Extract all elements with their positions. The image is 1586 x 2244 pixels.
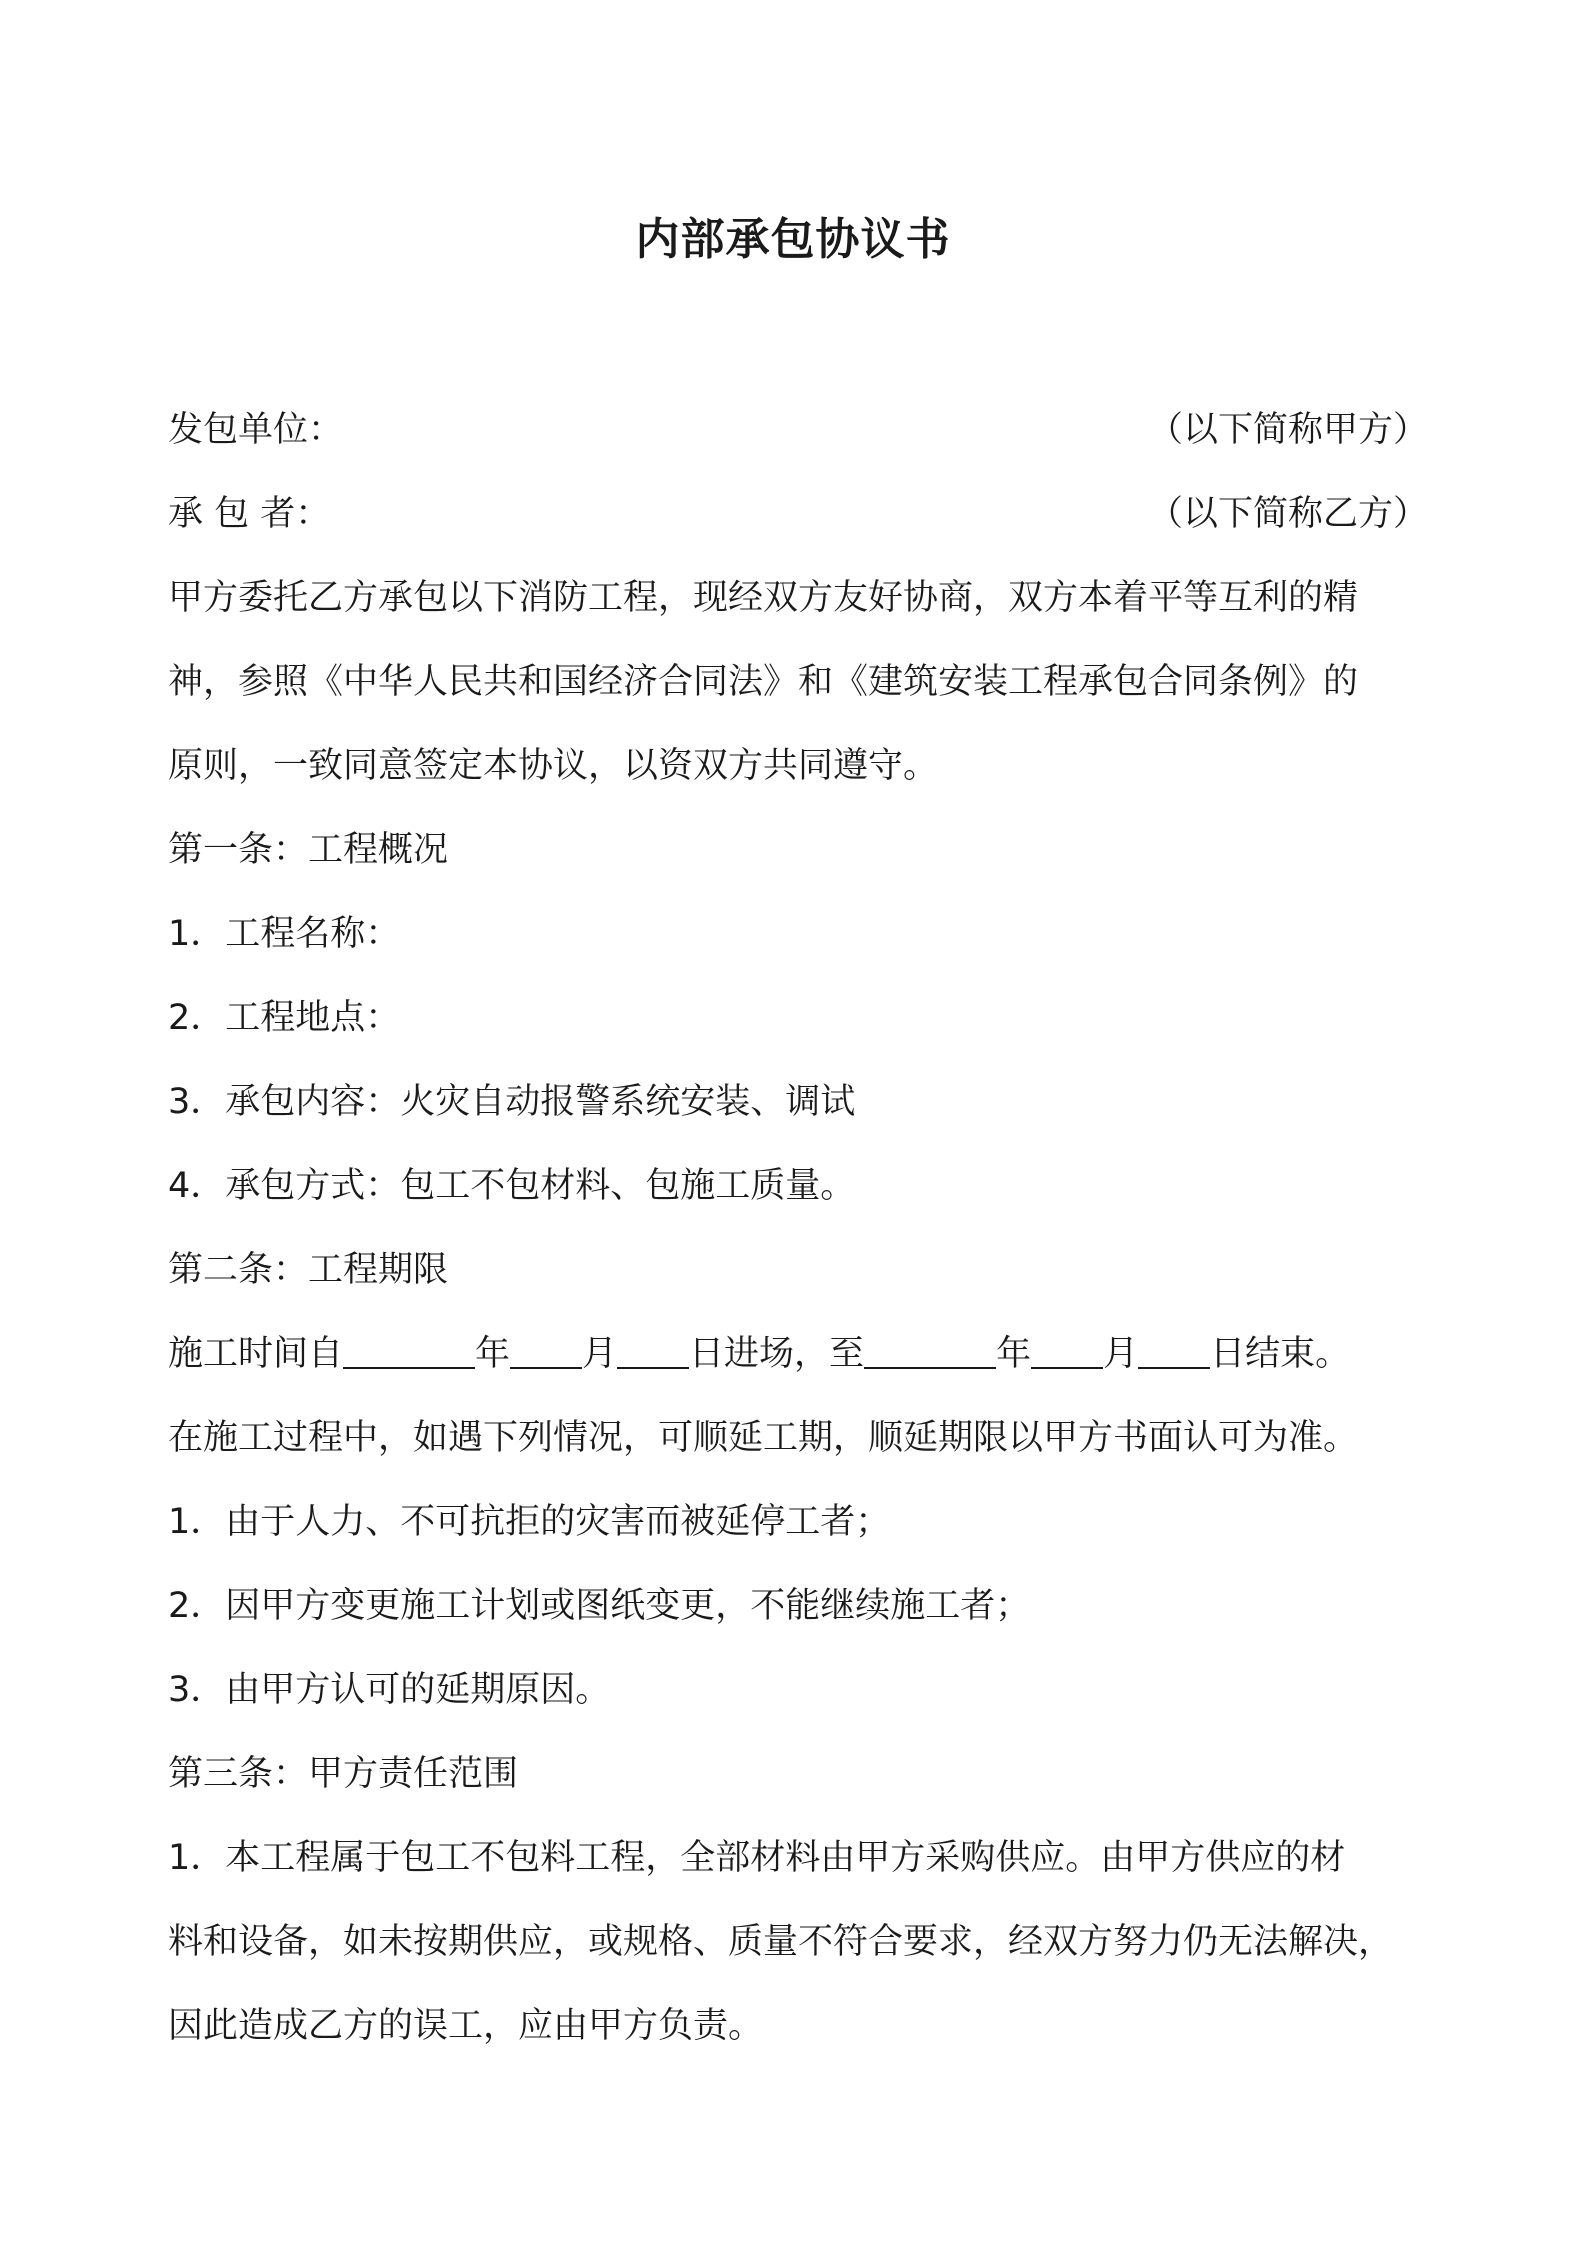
article2-item: 3．由甲方认可的延期原因。	[168, 1670, 611, 1710]
end-day-label: 日结束。	[1210, 1334, 1351, 1374]
article2-item: 1．由于人力、不可抗拒的灾害而被延停工者；	[168, 1502, 891, 1542]
article1-heading: 第一条：工程概况	[168, 830, 449, 870]
article1-item: 3．承包内容：火灾自动报警系统安装、调试	[168, 1082, 856, 1122]
start-month-blank	[510, 1333, 582, 1369]
article3-item-line: 因此造成乙方的误工，应由甲方负责。	[168, 2006, 764, 2046]
contractor-label: 承 包 者：	[168, 494, 331, 534]
contractor-note: （以下简称乙方）	[1147, 494, 1428, 534]
employer-label: 发包单位：	[168, 410, 344, 450]
extension-text: 在施工过程中，如遇下列情况，可顺延工期，顺延期限以甲方书面认可为准。	[168, 1418, 1359, 1458]
enter-day-label: 日进场，至	[689, 1334, 865, 1374]
month-label: 月	[582, 1334, 618, 1374]
document-title: 内部承包协议书	[635, 214, 951, 265]
start-year-blank	[343, 1333, 475, 1369]
employer-line	[168, 406, 1428, 454]
article1-item: 2．工程地点：	[168, 998, 401, 1038]
start-day-blank	[617, 1333, 689, 1369]
contractor-line	[168, 490, 1428, 538]
construction-period-line	[168, 1330, 1428, 1378]
period-prefix: 施工时间自	[168, 1334, 344, 1374]
article1-item: 1．工程名称：	[168, 914, 401, 954]
end-day-blank	[1138, 1333, 1210, 1369]
article1-item: 4．承包方式：包工不包材料、包施工质量。	[168, 1166, 856, 1206]
year-label: 年	[996, 1334, 1032, 1374]
employer-note: （以下简称甲方）	[1147, 410, 1428, 450]
month-label: 月	[1103, 1334, 1139, 1374]
article2-heading: 第二条：工程期限	[168, 1250, 449, 1290]
intro-line: 神，参照《中华人民共和国经济合同法》和《建筑安装工程承包合同条例》的	[168, 662, 1359, 702]
article2-item: 2．因甲方变更施工计划或图纸变更，不能继续施工者；	[168, 1586, 1031, 1626]
article3-heading: 第三条：甲方责任范围	[168, 1754, 519, 1794]
end-year-blank	[864, 1333, 996, 1369]
end-month-blank	[1031, 1333, 1103, 1369]
intro-line: 甲方委托乙方承包以下消防工程，现经双方友好协商，双方本着平等互利的精	[168, 578, 1359, 618]
intro-line: 原则，一致同意签定本协议，以资双方共同遵守。	[168, 746, 939, 786]
article3-item-line: 1．本工程属于包工不包料工程，全部材料由甲方采购供应。由甲方供应的材	[168, 1838, 1346, 1878]
article3-item-line: 料和设备，如未按期供应，或规格、质量不符合要求，经双方努力仍无法解决，	[168, 1922, 1394, 1962]
year-label: 年	[475, 1334, 511, 1374]
